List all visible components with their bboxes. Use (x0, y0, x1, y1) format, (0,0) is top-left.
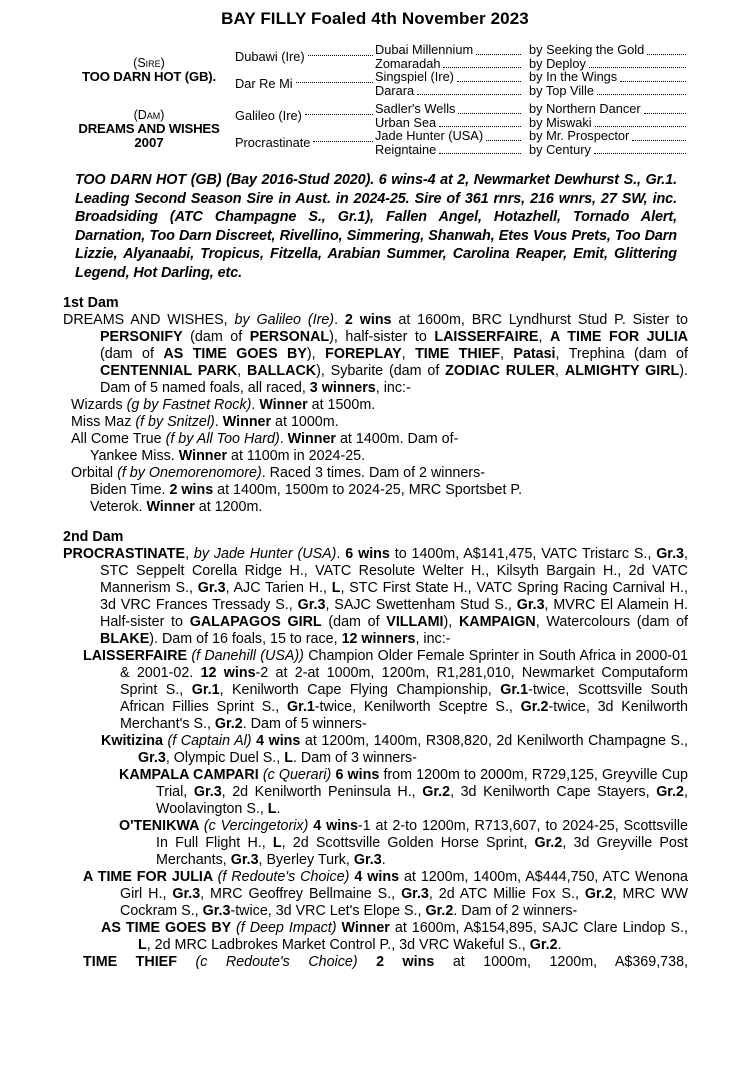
text-run: -twice, Kenilworth Sceptre S., (314, 699, 521, 715)
text-run: , Watercolours (dam of (535, 614, 689, 630)
text-run: 2 wins (376, 954, 435, 970)
second-dam-section (63, 529, 688, 971)
sire-cell (63, 43, 235, 97)
pedigree-entry (235, 43, 375, 70)
text-run: 6 wins (335, 767, 380, 783)
text-run: at 1000m, 1200m, A$369,738, (434, 954, 688, 970)
grandparent-name: Sadler's Wells (375, 101, 456, 116)
pedigree-entry (235, 70, 375, 97)
grandsire-name: by Northern Dancer (529, 101, 641, 116)
text-run: Gr.2 (656, 784, 685, 800)
text-run: Winner (222, 414, 272, 430)
dot-leader (439, 116, 521, 128)
text-run: , Trephina (dam of (555, 346, 688, 362)
text-run: at 1000m. (271, 414, 339, 430)
pedigree-entry (375, 57, 688, 71)
text-run: , Woolavington S., (156, 784, 688, 817)
text-run: Gr.3 (230, 852, 259, 868)
dam-grandparents-column (375, 102, 688, 156)
page-title: BAY FILLY Foaled 4th November 2023 (221, 9, 529, 28)
dam-name: DREAMS AND WISHES (78, 120, 220, 136)
text-run: at 1500m. (307, 397, 376, 413)
text-run: KAMPAIGN (458, 614, 536, 630)
pedigree-entry (375, 143, 688, 157)
text-run: ), half-sister to (329, 329, 435, 345)
text-run: Champion Older Female Sprinter in South Africa in 2000-01 & 2001-02. (120, 648, 689, 681)
text-run: Gr.3 (202, 903, 231, 919)
progeny-paragraph (63, 648, 688, 733)
text-run: to 1400m, A$141,475, VATC Tristarc S., (389, 546, 657, 562)
pedigree-table (63, 43, 688, 156)
text-run: Patasi (513, 346, 556, 362)
text-run: , Olympic Duel S., (165, 750, 285, 766)
first-dam-heading: 1st Dam (63, 295, 119, 311)
text-run: BALLACK (247, 363, 317, 379)
text-run: by Galileo (Ire) (234, 312, 335, 328)
text-run: FOREPLAY (325, 346, 402, 362)
text-run: Gr.3 (138, 750, 166, 766)
text-run: , (401, 346, 416, 362)
text-run: (f by All Too Hard) (165, 431, 280, 447)
progeny-paragraph (63, 465, 688, 482)
text-run: , AJC Tarien H., (225, 580, 332, 596)
text-run: Wizards (71, 397, 127, 413)
text-run: Winner (287, 431, 336, 447)
text-run: TOO DARN HOT (GB) (Bay 2016-Stud 2020). 6 wins-4 at 2, Newmarket Dewhurst S., Gr.1. Leading Second Season Sire in Aust. in 2024-25. Sire of 361 rnrs, 216 wnrs, 27 SW, inc. Broadsiding (ATC Champagne S., Gr.1), Fallen Angel, Hotazhell, Tornado Alert, Darnation, Too Darn Discreet, Rivellino, Simmering, Shanwah, Etes Vous Prets, Too Darn Lizzie, Alyanaabi, Tropicus, Fitzella, Arabian Summer, Carolina Reaper, Emit, Glittering Legend, Hot Darling, etc. (75, 172, 677, 281)
text-run: ZODIAC RULER (445, 363, 556, 379)
text-run: Gr.2 (529, 937, 558, 953)
progeny-paragraph (63, 767, 688, 818)
dot-leader (647, 43, 686, 55)
text-run: , inc:- (415, 631, 451, 647)
text-run: . (276, 801, 281, 817)
text-run: , MVRC El Alamein H. Half-sister to (100, 597, 688, 630)
grandparent-name: Jade Hunter (USA) (375, 128, 484, 143)
dot-leader (595, 116, 686, 128)
pedigree-entry (375, 70, 688, 84)
dot-leader (305, 114, 373, 115)
text-run: (dam of (100, 346, 164, 362)
text-run: , 3d Greyville Post Merchants, (156, 835, 688, 868)
sire-parents-column (235, 43, 375, 97)
text-run: at 1400m, 1500m to 2024-25, MRC Sportsbet P. (213, 482, 523, 498)
text-run: (c Querari) (262, 767, 336, 783)
text-run: . (557, 937, 562, 953)
pedigree-entry (375, 116, 688, 130)
text-run: O'TENIKWA (119, 818, 204, 834)
text-run: . Raced 3 times. Dam of 2 winners- (261, 465, 485, 481)
text-run: 4 wins (256, 733, 301, 749)
grandparent-name: Zomaradah (375, 55, 441, 71)
progeny-paragraph (63, 818, 688, 869)
first-dam-section (63, 295, 688, 516)
sire-group (63, 43, 688, 97)
text-run: , Kenilworth Cape Flying Championship, (219, 682, 501, 698)
text-run: A TIME FOR JULIA (549, 329, 688, 345)
text-run: L (138, 937, 147, 953)
text-run: at 1100m in 2024-25. (227, 448, 366, 464)
text-run: KAMPALA CAMPARI (119, 767, 263, 783)
text-run: Winner (178, 448, 228, 464)
text-run: at 1200m, 1400m, A$444,750, ATC Wenona Girl H., (120, 869, 688, 902)
text-run: Gr.3 (353, 852, 382, 868)
text-run: L (272, 835, 282, 851)
dot-leader (644, 102, 686, 114)
text-run: Gr.2 (422, 784, 451, 800)
dot-leader (313, 141, 373, 142)
dot-leader (589, 57, 686, 69)
text-run: Winner (259, 397, 308, 413)
text-run: Winner (341, 920, 390, 936)
dot-leader (594, 143, 686, 155)
text-run: (f Deep Impact) (235, 920, 342, 936)
text-run: -twice, 3d Kenilworth Merchant's S., (120, 699, 688, 732)
text-run: PERSONAL (249, 329, 330, 345)
text-run: L (267, 801, 277, 817)
text-run: CENTENNIAL PARK (100, 363, 238, 379)
dam-parents-column (235, 102, 375, 156)
grandparent-name: Singspiel (Ire) (375, 69, 454, 84)
dot-leader (308, 55, 373, 56)
text-run: , 3d Kenilworth Cape Stayers, (450, 784, 657, 800)
text-run: Gr.3 (516, 597, 545, 613)
pedigree-entry (375, 43, 688, 57)
grandsire-name: by Century (529, 141, 591, 157)
text-run: GALAPAGOS GIRL (189, 614, 322, 630)
dam-paragraph (63, 546, 688, 648)
text-run: ). Dam of 16 foals, 15 to race, (149, 631, 342, 647)
grandsire-name: by Deploy (529, 55, 586, 71)
text-run: at 1200m. (194, 499, 263, 515)
text-run: 3 winners (309, 380, 376, 396)
grandsire-name: by Mr. Prospector (529, 128, 630, 143)
text-run: All Come True (71, 431, 166, 447)
text-run: A TIME FOR JULIA (83, 869, 218, 885)
text-run: (c Vercingetorix) (203, 818, 314, 834)
text-run: ). Dam of 5 named foals, all raced, (100, 363, 688, 396)
text-run: , MRC Geoffrey Bellmaine S., (200, 886, 402, 902)
text-run: (dam of (182, 329, 250, 345)
pedigree-entry (235, 129, 375, 156)
text-run: , MRC WW Cockram S., (120, 886, 688, 919)
text-run: 4 wins (313, 818, 358, 834)
text-run: , 2d Scottsville Golden Horse Sprint, (281, 835, 535, 851)
dot-leader (620, 70, 686, 82)
text-run: Gr.2 (534, 835, 563, 851)
dot-leader (486, 129, 521, 141)
text-run: by Jade Hunter (USA) (193, 546, 337, 562)
text-run: PROCRASTINATE (63, 546, 186, 562)
text-run: Gr.2 (214, 716, 243, 732)
text-run: , STC First State H., VATC Spring Racing Carnival H., 3d VRC Frances Tressady S., (100, 580, 688, 613)
text-run: 12 winners (341, 631, 416, 647)
text-run: AS TIME GOES BY (101, 920, 236, 936)
text-run: Gr.3 (172, 886, 201, 902)
dot-leader (476, 43, 521, 55)
text-run: -twice, 3d VRC Let's Elope S., (230, 903, 426, 919)
parent-name: Galileo (Ire) (235, 108, 302, 123)
text-run: ), (443, 614, 459, 630)
progeny-paragraph (63, 482, 688, 499)
text-run: , (555, 363, 565, 379)
text-run: -1 at 2-to 1200m, R713,607, to 2024-25, Scottsville In Full Flight H., (156, 818, 689, 851)
text-run: BLAKE (100, 631, 150, 647)
text-run: Gr.3 (197, 580, 226, 596)
text-run: Winner (146, 499, 195, 515)
text-run: VILLAMI (386, 614, 444, 630)
text-run: AS TIME GOES BY (163, 346, 307, 362)
dam-cell (63, 102, 235, 156)
text-run: . Dam of 3 winners- (292, 750, 417, 766)
text-run: . Dam of 2 winners- (453, 903, 578, 919)
parent-name: Dubawi (Ire) (235, 49, 305, 64)
text-run: ), Sybarite (dam of (316, 363, 446, 379)
text-run: , inc:- (375, 380, 411, 396)
text-run: Yankee Miss. (90, 448, 179, 464)
text-run: Gr.2 (520, 699, 549, 715)
text-run: , (185, 546, 194, 562)
text-run: . (251, 397, 260, 413)
text-run: Gr.2 (584, 886, 613, 902)
text-run: Kwitizina (101, 733, 168, 749)
grandparent-name: Reigntaine (375, 141, 437, 157)
dot-leader (296, 82, 373, 83)
text-run: ALMIGHTY GIRL (564, 363, 680, 379)
progeny-paragraph (63, 920, 688, 954)
text-run: , (237, 363, 247, 379)
text-run: . (214, 414, 223, 430)
progeny-paragraph (63, 397, 688, 414)
text-run: Biden Time. (90, 482, 170, 498)
progeny-paragraph (63, 869, 688, 920)
grandsire-name: by In the Wings (529, 69, 618, 84)
dam-paragraph (63, 312, 688, 397)
pedigree-entry (235, 102, 375, 129)
pedigree-entry (375, 129, 688, 143)
text-run: , (499, 346, 514, 362)
dot-leader (439, 143, 521, 155)
text-run: Gr.3 (297, 597, 326, 613)
dot-leader (417, 84, 521, 96)
dot-leader (597, 84, 686, 96)
text-run: . (336, 546, 346, 562)
sire-grandparents-column (375, 43, 688, 97)
dot-leader (457, 70, 521, 82)
sire-summary-paragraph (75, 171, 677, 282)
text-run: Orbital (71, 465, 118, 481)
text-run: Gr.3 (193, 784, 222, 800)
text-run: (f by Onemorenomore) (117, 465, 262, 481)
dot-leader (632, 129, 686, 141)
pedigree-entry (375, 102, 688, 116)
text-run: , 2d MRC Ladbrokes Market Control P., 3d VRC Wakeful S., (146, 937, 530, 953)
text-run: Gr.1 (191, 682, 220, 698)
text-run: Gr.3 (401, 886, 429, 902)
text-run: . (381, 852, 386, 868)
grandsire-name: by Seeking the Gold (529, 42, 645, 57)
grandparent-name: Dubai Millennium (375, 42, 474, 57)
progeny-paragraph (63, 733, 688, 767)
dot-leader (458, 102, 521, 114)
text-run: 2 wins (169, 482, 214, 498)
text-run: 2 wins (344, 312, 392, 328)
text-run: (c Redoute's Choice) (195, 954, 377, 970)
text-run: , SAJC Swettenham Stud S., (325, 597, 517, 613)
text-run: (g by Fastnet Rock) (126, 397, 252, 413)
text-run: TIME THIEF (415, 346, 500, 362)
grandparent-name: Urban Sea (375, 114, 437, 130)
text-run: at 1400m. Dam of- (336, 431, 459, 447)
text-run: (dam of (321, 614, 387, 630)
text-run: PERSONIFY (100, 329, 183, 345)
text-run: . (334, 312, 345, 328)
dam-group (63, 102, 688, 156)
parent-name: Procrastinate (235, 135, 311, 150)
pedigree-entry (375, 84, 688, 98)
text-run: , Byerley Turk, (258, 852, 354, 868)
progeny-paragraph (63, 414, 688, 431)
second-dam-heading: 2nd Dam (63, 529, 124, 545)
text-run: at 1600m, A$154,895, SAJC Clare Lindop S., (389, 920, 688, 936)
grandsire-name: by Miswaki (529, 114, 592, 130)
text-run: , 2d ATC Millie Fox S., (428, 886, 585, 902)
sire-role-label: (Sire) (133, 55, 165, 70)
text-run: -twice, Scottsville South African Fillies Sprint S., (120, 682, 688, 715)
text-run: at 1200m, 1400m, R308,820, 2d Kenilworth Champagne S., (300, 733, 689, 749)
text-run: LAISSERFAIRE (83, 648, 192, 664)
text-run: . Dam of 5 winners- (242, 716, 367, 732)
text-run: , 2d Kenilworth Peninsula H., (221, 784, 423, 800)
progeny-paragraph (63, 448, 688, 465)
text-run: -2 at 2-at 1000m, 1200m, R1,281,010, Newmarket Computaform Sprint S., (120, 665, 689, 698)
text-run: Miss Maz (71, 414, 136, 430)
text-run: from 1200m to 2000m, R729,125, Greyville Cup Trial, (156, 767, 688, 800)
text-run: (f Redoute's Choice) (217, 869, 355, 885)
parent-name: Dar Re Mi (235, 76, 293, 91)
text-run: , (538, 329, 550, 345)
text-run: Gr.3 (656, 546, 685, 562)
text-run: 12 wins (200, 665, 256, 681)
text-run: 6 wins (345, 546, 390, 562)
text-run: L (284, 750, 293, 766)
text-run: 4 wins (354, 869, 400, 885)
dot-leader (443, 57, 521, 69)
text-run: ), (306, 346, 326, 362)
dam-year: 2007 (134, 134, 164, 150)
text-run: (f Danehill (USA)) (191, 648, 304, 664)
text-run: LAISSERFAIRE (434, 329, 539, 345)
text-run: Gr.1 (286, 699, 315, 715)
text-run: (f by Snitzel) (135, 414, 215, 430)
text-run: DREAMS AND WISHES, (63, 312, 235, 328)
grandparent-name: Darara (375, 82, 415, 98)
progeny-paragraph (63, 954, 688, 971)
grandsire-name: by Top Ville (529, 82, 594, 98)
text-run: L (331, 580, 341, 596)
sire-name: TOO DARN HOT (GB). (82, 68, 216, 84)
progeny-paragraph (63, 431, 688, 448)
text-run: Gr.1 (500, 682, 529, 698)
text-run: , STC Seppelt Corella Ridge H., VATC Resolute Welter H., Kilsyth Bargain H., 2d VATC Mannerism S., (100, 546, 688, 596)
progeny-paragraph (63, 499, 688, 516)
text-run: TIME THIEF (83, 954, 196, 970)
text-run: (f Captain Al) (167, 733, 257, 749)
dam-role-label: (Dam) (133, 107, 165, 122)
text-run: Gr.2 (425, 903, 454, 919)
text-run: at 1600m, BRC Lyndhurst Stud P. Sister to (391, 312, 689, 328)
text-run: . (279, 431, 288, 447)
text-run: Veterok. (90, 499, 147, 515)
